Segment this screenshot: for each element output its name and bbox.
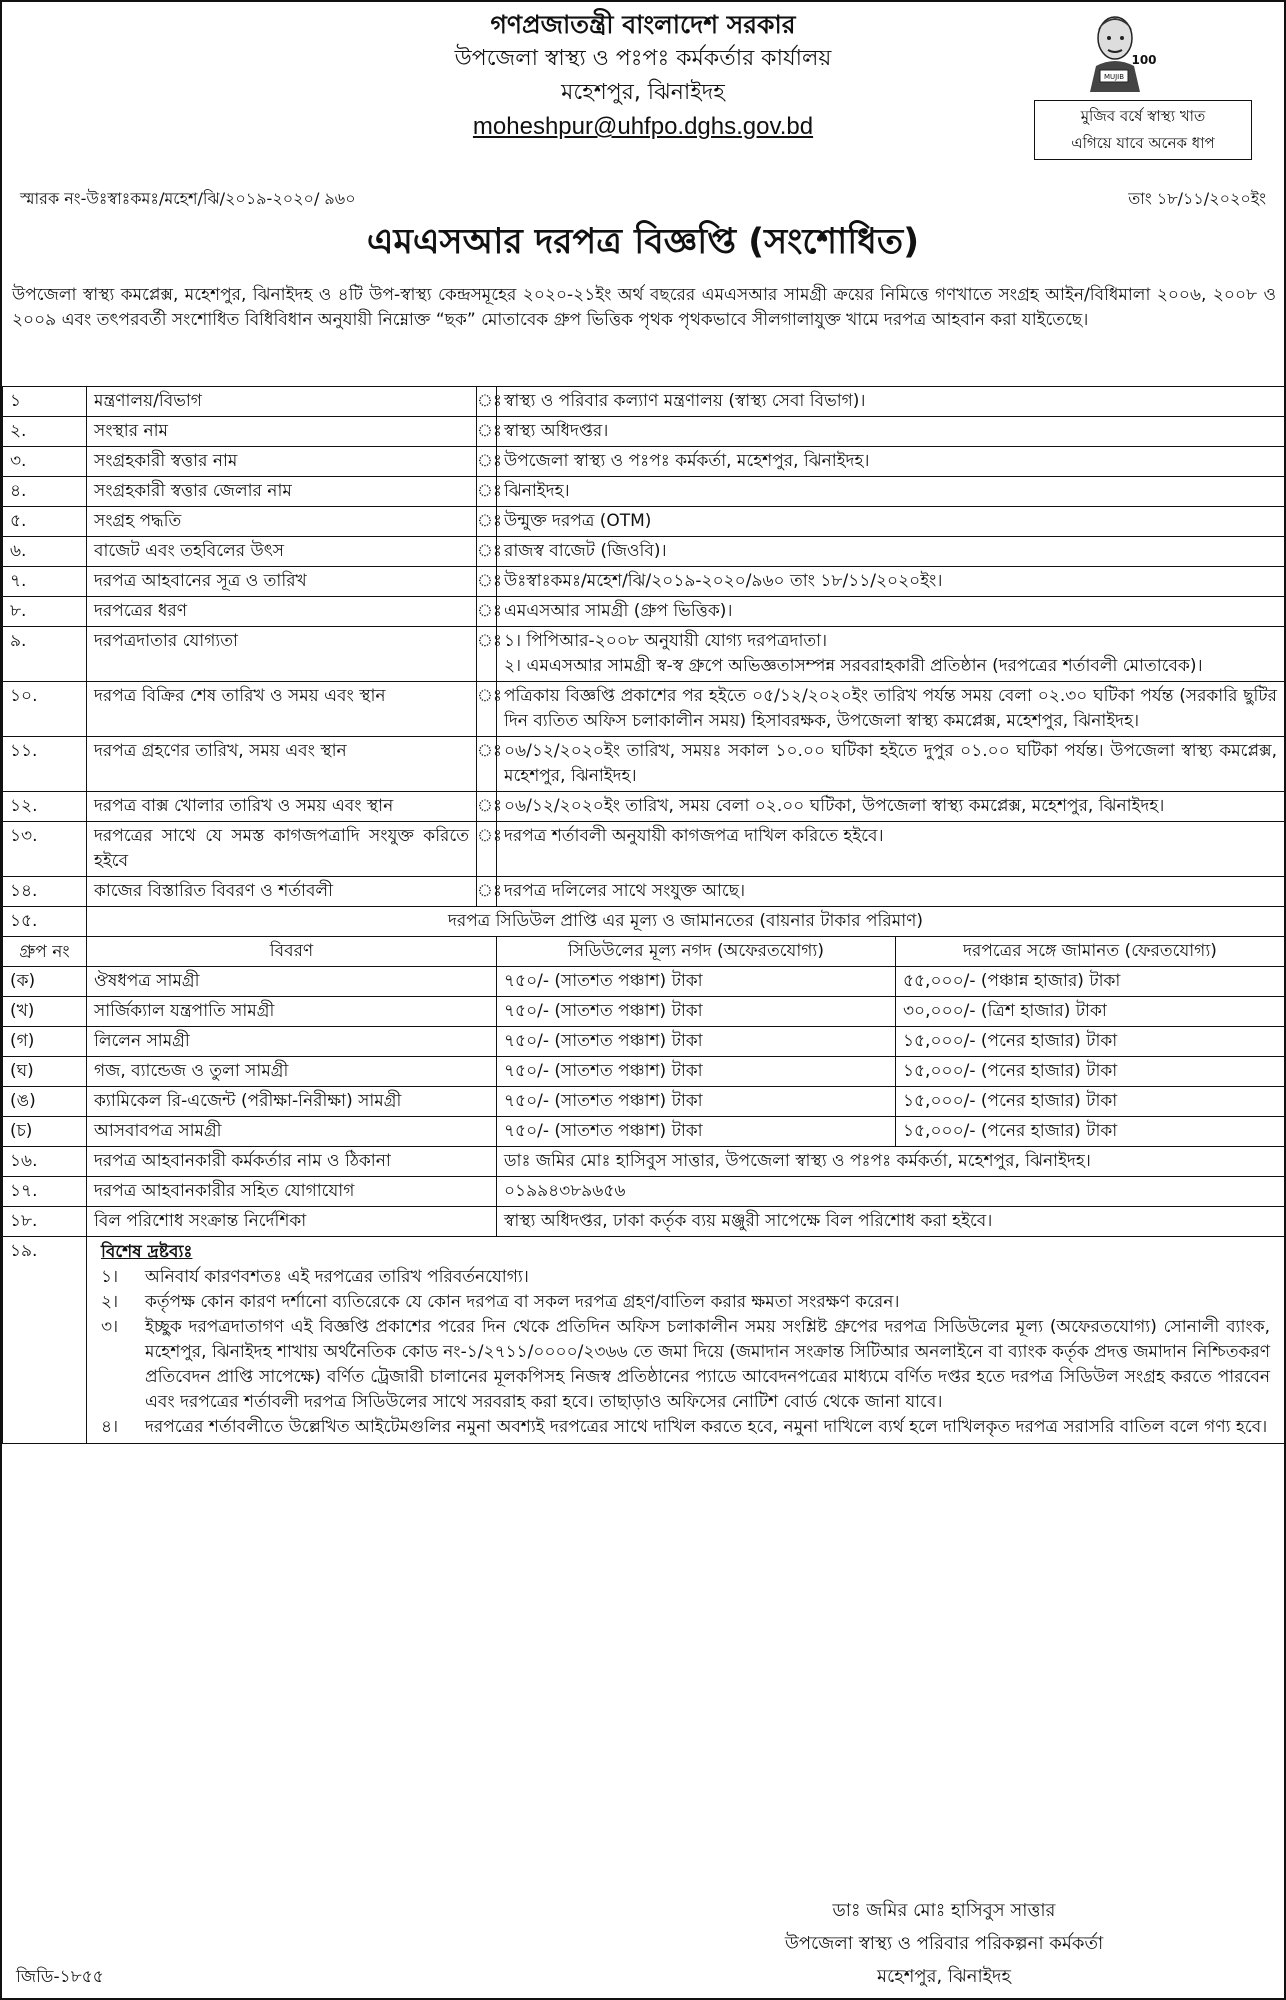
row-value: ০৬/১২/২০২০ইং তারিখ, সময় বেলা ০২.০০ ঘটিকা, উপজেলা স্বাস্থ্য কমপ্লেক্স, মহেশপুর, ঝিনাইদহ। xyxy=(497,792,1285,822)
tender-deposit: ১৫,০০০/- (পনের হাজার) টাকা xyxy=(896,1117,1285,1147)
office-name: উপজেলা স্বাস্থ্য ও পঃপঃ কর্মকর্তার কার্যালয় xyxy=(454,46,832,71)
group-row xyxy=(3,1027,1285,1057)
row-number: ১৬. xyxy=(3,1147,87,1177)
row-value: দরপত্র শর্তাবলী অনুযায়ী কাগজপত্র দাখিল করিতে হইবে। xyxy=(497,822,1285,877)
row-value: পত্রিকায় বিজ্ঞপ্তি প্রকাশের পর হইতে ০৫/১২/২০২০ইং তারিখ পর্যন্ত সময় বেলা ০২.৩০ ঘটিকা পর্যন্ত (সরকারি ছুটির দিন ব্যতিত অফিস চলাকালীন সময়) হিসাবরক্ষক, উপজেলা স্বাস্থ্য কমপ্লেক্স, মহেশপুর, ঝিনাইদহ। xyxy=(497,682,1285,737)
memo-date: তাং ১৮/১১/২০২০ইং xyxy=(1128,189,1266,208)
table-row xyxy=(3,1177,1285,1207)
signature-block xyxy=(604,1894,1284,1993)
signatory-place: মহেশপুর, ঝিনাইদহ xyxy=(877,1966,1011,1987)
group-row xyxy=(3,1087,1285,1117)
note-item xyxy=(101,1315,1270,1415)
mujib-100-logo xyxy=(1082,8,1157,94)
column-header: বিবরণ xyxy=(87,937,497,967)
table-row xyxy=(3,567,1285,597)
schedule-price: ৭৫০/- (সাতশত পঞ্চাশ) টাকা xyxy=(497,1087,896,1117)
row-number: ২. xyxy=(3,417,87,447)
row-value: স্বাস্থ্য অধিদপ্তর, ঢাকা কর্তৃক ব্যয় মঞ্জুরী সাপেক্ষে বিল পরিশোধ করা হইবে। xyxy=(497,1207,1285,1237)
svg-text:MUJIB: MUJIB xyxy=(1103,73,1125,81)
row-label: মন্ত্রণালয়/বিভাগ xyxy=(87,387,477,417)
row-separator: ঃ xyxy=(477,877,497,907)
row-value: ডাঃ জমির মোঃ হাসিবুস সাত্তার, উপজেলা স্বাস্থ্য ও পঃপঃ কর্মকর্তা, মহেশপুর, ঝিনাইদহ। xyxy=(497,1147,1285,1177)
schedule-price: ৭৫০/- (সাতশত পঞ্চাশ) টাকা xyxy=(497,1027,896,1057)
row-number: ১৩. xyxy=(3,822,87,877)
notes-heading: বিশেষ দ্রষ্টব্যঃ xyxy=(101,1242,193,1262)
table-row xyxy=(3,682,1285,737)
table-row xyxy=(3,597,1285,627)
row-value: ঝিনাইদহ। xyxy=(497,477,1285,507)
row-value: এমএসআর সামগ্রী (গ্রুপ ভিত্তিক)। xyxy=(497,597,1285,627)
row-label: সংগ্রহকারী স্বত্তার জেলার নাম xyxy=(87,477,477,507)
note-number: ৩। xyxy=(101,1317,119,1337)
row-number: ৩. xyxy=(3,447,87,477)
office-location: মহেশপুর, ঝিনাইদহ xyxy=(561,80,725,105)
note-item xyxy=(101,1290,1270,1315)
row-value: ০১৯৯৪৩৮৯৬৫৬ xyxy=(497,1177,1285,1207)
row-label: বাজেট এবং তহবিলের উৎস xyxy=(87,537,477,567)
note-text: কর্তৃপক্ষ কোন কারণ দর্শানো ব্যতিরেকে যে কোন দরপত্র বা সকল দরপত্র গ্রহণ/বাতিল করার ক্ষমতা সংরক্ষণ করেন। xyxy=(145,1292,900,1312)
row-number: ১৭. xyxy=(3,1177,87,1207)
row-separator: ঃ xyxy=(477,507,497,537)
row-number: ১ xyxy=(3,387,87,417)
tender-deposit: ১৫,০০০/- (পনের হাজার) টাকা xyxy=(896,1057,1285,1087)
row-number: ৭. xyxy=(3,567,87,597)
row-value: ০৬/১২/২০২০ইং তারিখ, সময়ঃ সকাল ১০.০০ ঘটিকা হইতে দুপুর ০১.০০ ঘটিকা পর্যন্ত। উপজেলা স্বাস্থ্য কমপ্লেক্স, মহেশপুর, ঝিনাইদহ। xyxy=(497,737,1285,792)
row-label: দরপত্রদাতার যোগ্যতা xyxy=(87,627,477,682)
row-separator: ঃ xyxy=(477,822,497,877)
group-code: (চ) xyxy=(3,1117,87,1147)
group-code: (ক) xyxy=(3,967,87,997)
tender-deposit: ১৫,০০০/- (পনের হাজার) টাকা xyxy=(896,1027,1285,1057)
row-separator: ঃ xyxy=(477,737,497,792)
row-number: ১৫. xyxy=(3,907,87,937)
row-label: সংগ্রহ পদ্ধতি xyxy=(87,507,477,537)
table-row xyxy=(3,792,1285,822)
row-separator: ঃ xyxy=(477,567,497,597)
group-row xyxy=(3,967,1285,997)
table-row xyxy=(3,627,1285,682)
row-label: দরপত্র গ্রহণের তারিখ, সময় এবং স্থান xyxy=(87,737,477,792)
row-number: ৯. xyxy=(3,627,87,682)
note-item xyxy=(101,1415,1270,1440)
tender-deposit: ১৫,০০০/- (পনের হাজার) টাকা xyxy=(896,1087,1285,1117)
qualification-1: ১। পিপিআর-২০০৮ অনুযায়ী যোগ্য দরপত্রদাতা। xyxy=(504,631,828,651)
group-description: গজ, ব্যান্ডেজ ও তুলা সামগ্রী xyxy=(87,1057,497,1087)
table-row xyxy=(3,387,1285,417)
intro-paragraph: উপজেলা স্বাস্থ্য কমপ্লেক্স, মহেশপুর, ঝিনাইদহ ও ৪টি উপ-স্বাস্থ্য কেন্দ্রসমূহের ২০২০-২১ইং অর্থ বছরের এমএসআর সামগ্রী ক্রয়ের নিমিত্তে গণখাতে সংগ্রহ আইন/বিধিমালা ২০০৬, ২০০৮ ও ২০০৯ এবং তৎপরবর্তী সংশোধিত বিধিবিধান অনুযায়ী নিম্নোক্ত “ছক” মোতাবেক গ্রুপ ভিত্তিক পৃথক পৃথকভাবে সীলগালাযুক্ত খামে দরপত্র আহবান করা যাইতেছে। xyxy=(12,285,1276,330)
group-description: সার্জিক্যাল যন্ত্রপাতি সামগ্রী xyxy=(87,997,497,1027)
row-label: দরপত্রের ধরণ xyxy=(87,597,477,627)
table-row xyxy=(3,822,1285,877)
note-number: ১। xyxy=(101,1267,119,1287)
row-label: দরপত্র আহবানকারী কর্মকর্তার নাম ও ঠিকানা xyxy=(87,1147,497,1177)
schedule-price: ৭৫০/- (সাতশত পঞ্চাশ) টাকা xyxy=(497,1117,896,1147)
row-separator: ঃ xyxy=(477,477,497,507)
row-value: দরপত্র দলিলের সাথে সংযুক্ত আছে। xyxy=(497,877,1285,907)
signatory-designation: উপজেলা স্বাস্থ্য ও পরিবার পরিকল্পনা কর্মকর্তা xyxy=(784,1933,1104,1954)
row-label: দরপত্রের সাথে যে সমস্ত কাগজপত্রাদি সংযুক্ত করিতে হইবে xyxy=(87,822,477,877)
table-row xyxy=(3,507,1285,537)
column-header: গ্রুপ নং xyxy=(3,937,87,967)
row-number: ৫. xyxy=(3,507,87,537)
row-label: কাজের বিস্তারিত বিবরণ ও শর্তাবলী xyxy=(87,877,477,907)
schedule-price: ৭৫০/- (সাতশত পঞ্চাশ) টাকা xyxy=(497,997,896,1027)
note-number: ২। xyxy=(101,1292,119,1312)
slogan-line-2: এগিয়ে যাবে অনেক ধাপ xyxy=(1071,134,1215,152)
table-row xyxy=(3,907,1285,937)
svg-text:100: 100 xyxy=(1131,53,1157,67)
slogan-line-1: মুজিব বর্ষে স্বাস্থ্য খাত xyxy=(1080,107,1206,125)
row-separator: ঃ xyxy=(477,627,497,682)
row-number: ৬. xyxy=(3,537,87,567)
row-number: ৪. xyxy=(3,477,87,507)
tender-deposit: ৩০,০০০/- (ত্রিশ হাজার) টাকা xyxy=(896,997,1285,1027)
group-code: (ঘ) xyxy=(3,1057,87,1087)
row-separator: ঃ xyxy=(477,447,497,477)
group-code: (খ) xyxy=(3,997,87,1027)
row-separator: ঃ xyxy=(477,387,497,417)
row-number: ১৯. xyxy=(3,1237,87,1444)
group-description: আসবাবপত্র সামগ্রী xyxy=(87,1117,497,1147)
row-label: দরপত্র বিক্রির শেষ তারিখ ও সময় এবং স্থান xyxy=(87,682,477,737)
tender-deposit: ৫৫,০০০/- (পঞ্চান্ন হাজার) টাকা xyxy=(896,967,1285,997)
table-row xyxy=(3,1237,1285,1444)
note-text: দরপত্রের শর্তাবলীতে উল্লেখিত আইটেমগুলির নমুনা অবশ্যই দরপত্রের সাথে দাখিল করতে হবে, নমুনা দাখিলে ব্যর্থ হলে দাখিলকৃত দরপত্র সরাসরি বাতিল বলে গণ্য হবে। xyxy=(145,1417,1268,1437)
note-item xyxy=(101,1265,1270,1290)
column-header: সিডিউলের মূল্য নগদ (অফেরতযোগ্য) xyxy=(497,937,896,967)
row-value xyxy=(497,627,1285,682)
government-name: গণপ্রজাতন্ত্রী বাংলাদেশ সরকার xyxy=(490,10,796,39)
note-text: অনিবার্য কারণবশতঃ এই দরপত্রের তারিখ পরিবর্তনযোগ্য। xyxy=(145,1267,529,1287)
memo-number: স্মারক নং-উঃস্বাঃকমঃ/মহেশ/ঝি/২০১৯-২০২০/ ৯৬০ xyxy=(20,189,356,208)
table-row xyxy=(3,477,1285,507)
special-notes xyxy=(87,1237,1285,1444)
row-separator: ঃ xyxy=(477,792,497,822)
note-number: ৪। xyxy=(101,1417,119,1437)
table-row xyxy=(3,1147,1285,1177)
group-row xyxy=(3,1057,1285,1087)
table-row xyxy=(3,537,1285,567)
row-value: রাজস্ব বাজেট (জিওবি)। xyxy=(497,537,1285,567)
schedule-price: ৭৫০/- (সাতশত পঞ্চাশ) টাকা xyxy=(497,967,896,997)
schedule-price: ৭৫০/- (সাতশত পঞ্চাশ) টাকা xyxy=(497,1057,896,1087)
row-label: দরপত্র বাক্স খোলার তারিখ ও সময় এবং স্থান xyxy=(87,792,477,822)
column-header: দরপত্রের সঙ্গে জামানত (ফেরতযোগ্য) xyxy=(896,937,1285,967)
group-description: ক্যামিকেল রি-এজেন্ট (পরীক্ষা-নিরীক্ষা) সামগ্রী xyxy=(87,1087,497,1117)
table-row xyxy=(3,877,1285,907)
group-description: ঔষধপত্র সামগ্রী xyxy=(87,967,497,997)
row-number: ১১. xyxy=(3,737,87,792)
row-label: দরপত্র আহবানকারীর সহিত যোগাযোগ xyxy=(87,1177,497,1207)
row-number: ১০. xyxy=(3,682,87,737)
group-header-row xyxy=(3,937,1285,967)
group-row xyxy=(3,997,1285,1027)
group-description: লিলেন সামগ্রী xyxy=(87,1027,497,1057)
row-value: স্বাস্থ্য ও পরিবার কল্যাণ মন্ত্রণালয় (স্বাস্থ্য সেবা বিভাগ)। xyxy=(497,387,1285,417)
row-separator: ঃ xyxy=(477,537,497,567)
table-row xyxy=(3,447,1285,477)
row-value: উপজেলা স্বাস্থ্য ও পঃপঃ কর্মকর্তা, মহেশপুর, ঝিনাইদহ। xyxy=(497,447,1285,477)
group-code: (ঙ) xyxy=(3,1087,87,1117)
slogan-box xyxy=(1034,100,1252,160)
row-number: ১২. xyxy=(3,792,87,822)
group-row xyxy=(3,1117,1285,1147)
row-heading: দরপত্র সিডিউল প্রাপ্তি এর মূল্য ও জামানতের (বায়নার টাকার পরিমাণ) xyxy=(87,907,1285,937)
note-text: ইচ্ছুক দরপত্রদাতাগণ এই বিজ্ঞপ্তি প্রকাশের পরের দিন থেকে প্রতিদিন অফিস চলাকালীন সময় সংশ্লিষ্ট গ্রুপের দরপত্র সিডিউলের মূল্য (অফেরতযোগ্য) সোনালী ব্যাংক, মহেশপুর, ঝিনাইদহ শাখায় অর্থনৈতিক কোড নং-১/২৭১১/০০০০/২৩৬৬ তে জমা দিয়ে (জমাদান সংক্রান্ত সিটিআর অনলাইনে বা ব্যাংক কর্তৃক প্রদত্ত জমাদান নিশ্চিতকরণ প্রতিবেদন প্রাপ্তি সাপেক্ষে) বর্ণিত ট্রেজারী চালানের মূলকপিসহ নিজস্ব প্রতিষ্ঠানের প্যাডে আবেদনপত্রের মাধ্যমে বর্ণিত দপ্তর হতে দরপত্র সিডিউল সংগ্রহ করতে পারবেন এবং দরপত্রের শর্তাবলী দরপত্র সিডিউলের সাথে সরবরাহ করা হবে। তাছাড়াও অফিসের নোটিশ বোর্ড থেকে জানা যাবে। xyxy=(145,1317,1271,1412)
table-row xyxy=(3,737,1285,792)
row-label: বিল পরিশোধ সংক্রান্ত নির্দেশিকা xyxy=(87,1207,497,1237)
qualification-2: ২। এমএসআর সামগ্রী স্ব-স্ব গ্রুপে অভিজ্ঞতাসম্পন্ন সরবরাহকারী প্রতিষ্ঠান (দরপত্রের শর্তাবলী মোতাবেক)। xyxy=(504,656,1203,676)
notice-title: এমএসআর দরপত্র বিজ্ঞপ্তি (সংশোধিত) xyxy=(366,222,920,262)
row-value: উন্মুক্ত দরপত্র (OTM) xyxy=(497,507,1285,537)
row-label: সংস্থার নাম xyxy=(87,417,477,447)
row-separator: ঃ xyxy=(477,597,497,627)
gd-number: জিডি-১৮৫৫ xyxy=(16,1967,104,1987)
row-value: স্বাস্থ্য অধিদপ্তর। xyxy=(497,417,1285,447)
group-code: (গ) xyxy=(3,1027,87,1057)
signatory-name: ডাঃ জমির মোঃ হাসিবুস সাত্তার xyxy=(832,1900,1056,1921)
row-number: ১৪. xyxy=(3,877,87,907)
row-number: ১৮. xyxy=(3,1207,87,1237)
tender-details-table xyxy=(2,386,1285,1444)
office-email-link[interactable]: moheshpur@uhfpo.dghs.gov.bd xyxy=(472,113,814,140)
row-separator: ঃ xyxy=(477,682,497,737)
table-row xyxy=(3,417,1285,447)
row-label: দরপত্র আহবানের সূত্র ও তারিখ xyxy=(87,567,477,597)
row-label: সংগ্রহকারী স্বত্তার নাম xyxy=(87,447,477,477)
table-row xyxy=(3,1207,1285,1237)
row-number: ৮. xyxy=(3,597,87,627)
row-separator: ঃ xyxy=(477,417,497,447)
row-value: উঃস্বাঃকমঃ/মহেশ/ঝি/২০১৯-২০২০/৯৬০ তাং ১৮/১১/২০২০ইং। xyxy=(497,567,1285,597)
